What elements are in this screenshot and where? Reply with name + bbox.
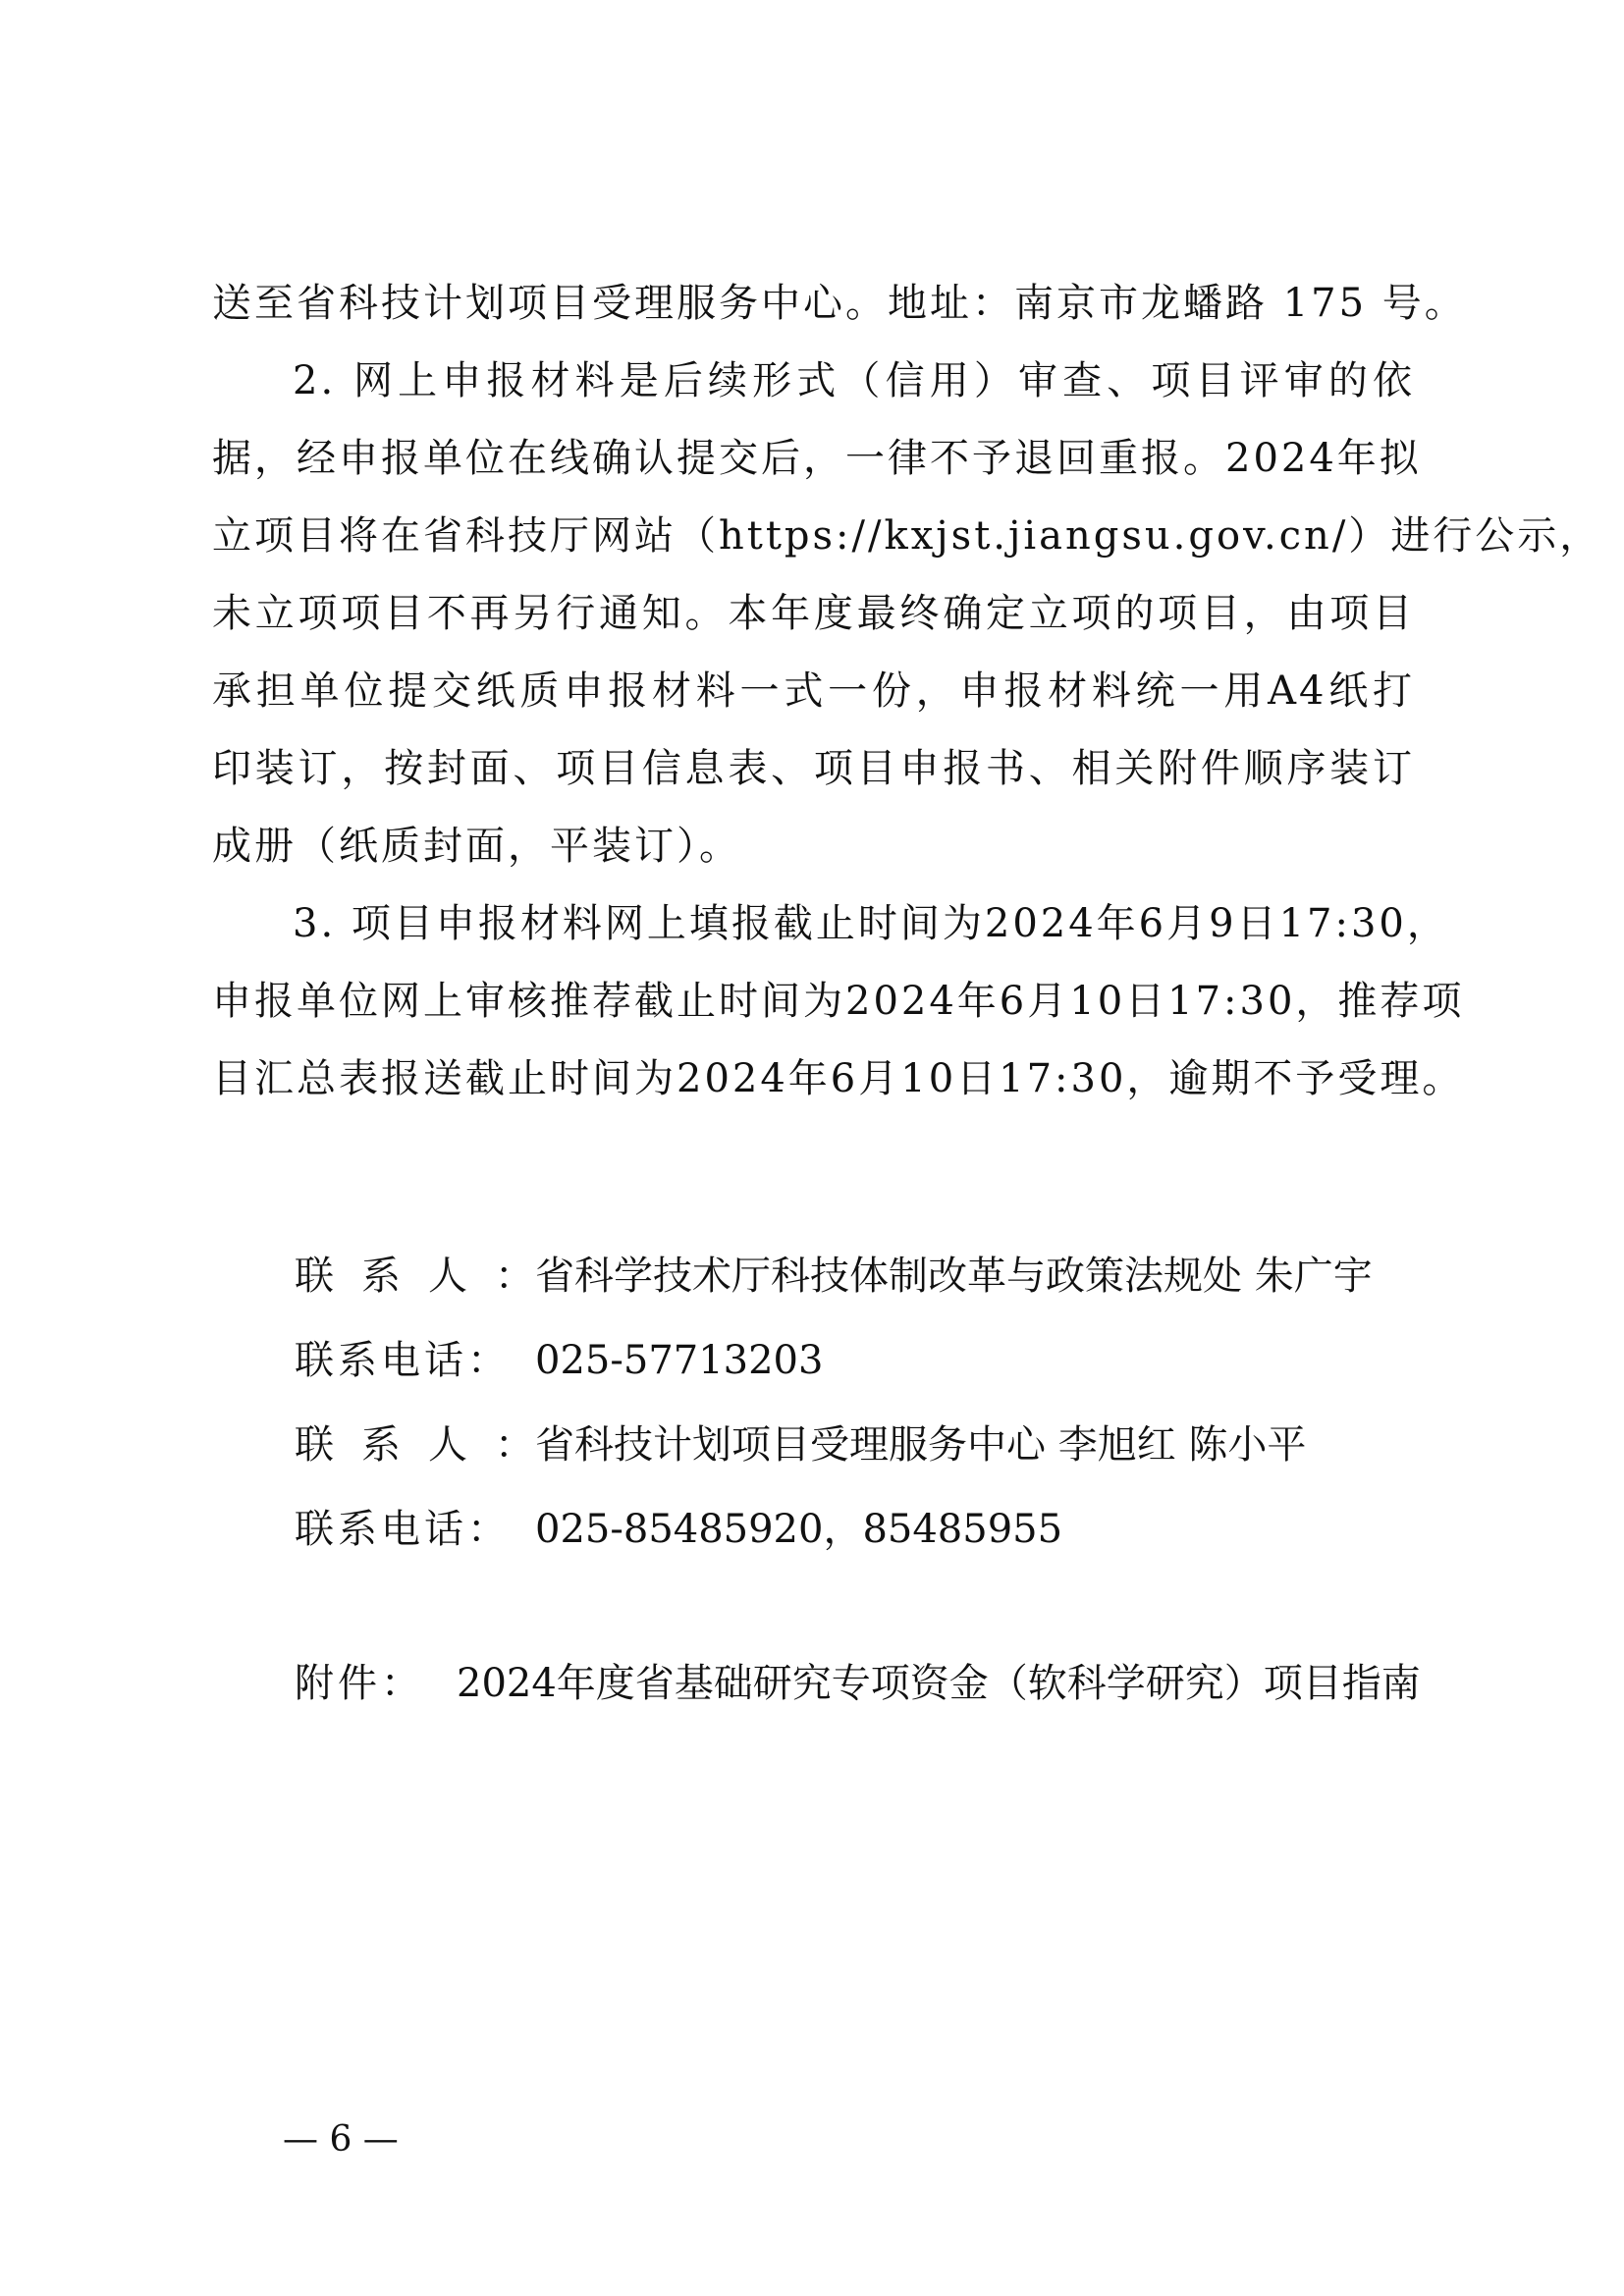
contact-value: 省科技计划项目受理服务中心 李旭红 陈小平 bbox=[535, 1422, 1307, 1468]
contact-phone-label: 联系电话： bbox=[295, 1507, 511, 1552]
contact-phone-value: 025-57713203 bbox=[535, 1338, 824, 1383]
paragraph-line: 立项目将在省科技厅网站（https://kxjst.jiangsu.gov.cn/）进行公示， bbox=[212, 513, 1602, 559]
contact-row bbox=[295, 1234, 1373, 1318]
paragraph-line: 申报单位网上审核推荐截止时间为2024年6月10日17:30，推荐项 bbox=[212, 979, 1465, 1024]
paragraph-line: 2. 网上申报材料是后续形式（信用）审查、项目评审的依 bbox=[293, 358, 1415, 403]
contact-row bbox=[295, 1403, 1373, 1487]
contact-phone-label: 联系电话： bbox=[295, 1338, 511, 1383]
contact-label: 联系人： bbox=[295, 1422, 562, 1468]
paragraph-line: 3. 项目申报材料网上填报截止时间为2024年6月9日17:30， bbox=[293, 901, 1449, 946]
body-text bbox=[212, 265, 1602, 1118]
paragraph-line: 成册（纸质封面，平装订）。 bbox=[212, 824, 741, 869]
paragraph-line: 送至省科技计划项目受理服务中心。地址：南京市龙蟠路 175 号。 bbox=[212, 281, 1467, 326]
contact-value: 省科学技术厅科技体制改革与政策法规处 朱广宇 bbox=[535, 1254, 1373, 1299]
contact-row bbox=[295, 1318, 1373, 1403]
attachment-line bbox=[295, 1644, 1421, 1723]
page-number: — 6 — bbox=[283, 2119, 399, 2160]
contact-phone-value: 025-85485920，85485955 bbox=[535, 1507, 1063, 1552]
attachment-label: 附件： bbox=[295, 1661, 424, 1706]
contact-list bbox=[295, 1234, 1373, 1572]
paragraph-line: 未立项项目不再另行通知。本年度最终确定立项的项目，由项目 bbox=[212, 591, 1415, 636]
paragraph-line: 据，经申报单位在线确认提交后，一律不予退回重报。2024年拟 bbox=[212, 436, 1422, 481]
paragraph-line: 承担单位提交纸质申报材料一式一份，申报材料统一用A4纸打 bbox=[212, 668, 1415, 714]
paragraph-line: 印装订，按封面、项目信息表、项目申报书、相关附件顺序装订 bbox=[212, 746, 1415, 791]
paragraph-line: 目汇总表报送截止时间为2024年6月10日17:30，逾期不予受理。 bbox=[212, 1056, 1465, 1101]
contact-label: 联系人： bbox=[295, 1254, 562, 1299]
contact-row bbox=[295, 1487, 1373, 1572]
attachment-title: 2024年度省基础研究专项资金（软科学研究）项目指南 bbox=[457, 1661, 1421, 1706]
